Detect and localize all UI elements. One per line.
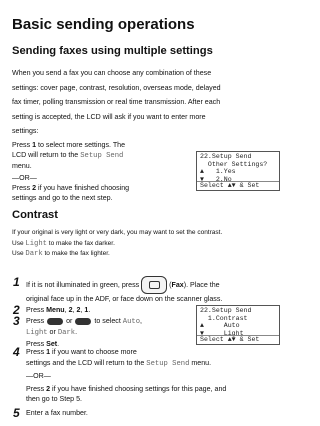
use-light-line: Use Light to make the fax darker. [12, 239, 115, 248]
intro-line: setting is accepted, the LCD will ask if you want to enter more [12, 112, 206, 121]
step-number: 4 [13, 345, 20, 359]
press1-line2: LCD will return to the Setup Send [12, 151, 124, 161]
right-nav-key-icon [75, 318, 91, 325]
step-number: 5 [13, 406, 20, 420]
section-heading-contrast: Contrast [12, 209, 58, 221]
lcd-line: 1.Contrast [200, 314, 248, 322]
step-3-text: Press or to select Auto, Light or Dark. Press Set. [26, 317, 143, 348]
step-number: 2 [13, 303, 20, 317]
lcd-line: 22.Setup Send [200, 153, 252, 160]
page-title: Basic sending operations [12, 16, 195, 33]
step-number: 3 [13, 314, 20, 328]
step-1-text: If it is not illuminated in green, press (Fax). Place the original face up in the ADF, or face down on the scanner glass. [26, 276, 296, 304]
lcd-line: Other Settings? [200, 160, 268, 168]
press1-line1: Press 1 to select more settings. The [12, 141, 126, 149]
press-options [12, 140, 182, 203]
intro-line: settings: [12, 127, 39, 136]
down-arrow-icon: ▼ [200, 329, 204, 337]
step-2-text: Press Menu, 2, 2, 1. [26, 306, 91, 314]
contrast-intro-line: If your original is very light or very dark, you may want to set the contrast. [12, 229, 223, 236]
press1-line3: menu. [12, 162, 32, 171]
press2-line1: Press 2 if you have finished choosing [12, 183, 130, 192]
intro-line: When you send a fax you can choose any combination of these [12, 69, 212, 77]
intro-line: settings: cover page, contrast, resolution, overseas mode, delayed [12, 83, 221, 92]
or-separator: —OR— [12, 173, 37, 182]
down-arrow-icon: ▼ [200, 175, 204, 183]
left-nav-key-icon [47, 318, 63, 325]
fax-key-icon [141, 276, 167, 294]
lcd-line: ▲ Auto [200, 322, 240, 330]
step-4-text: Press 1 if you want to choose more settings and the LCD will return to the Setup Send menu. —OR— Press 2 if you have finished choosing settings for this page, and then go to Step 5. [26, 348, 227, 404]
step-5-text: Enter a fax number. [26, 409, 88, 417]
step-number: 1 [13, 275, 20, 289]
intro-line: fax timer, polling transmission or real time transmission. After each [12, 98, 221, 107]
lcd-line: 22.Setup Send [200, 307, 252, 314]
intro-paragraph [12, 66, 292, 139]
lcd-footer: Select ▲▼ & Set [197, 335, 279, 344]
section-heading-multiple-settings: Sending faxes using multiple settings [12, 45, 213, 57]
lcd-footer: Select ▲▼ & Set [197, 181, 279, 190]
up-arrow-icon: ▲ [200, 168, 204, 176]
lcd-line: ▲ 1.Yes [200, 168, 236, 176]
press2-line2: settings and go to the next step. [12, 194, 113, 203]
lcd-display-contrast [196, 305, 280, 345]
contrast-intro [12, 228, 297, 260]
use-dark-line: Use Dark to make the fax lighter. [12, 250, 110, 259]
up-arrow-icon: ▲ [200, 322, 204, 330]
lcd-line: ▼ Light [200, 329, 244, 337]
lcd-line: ▼ 2.No [200, 175, 232, 183]
lcd-display-other-settings [196, 151, 280, 191]
